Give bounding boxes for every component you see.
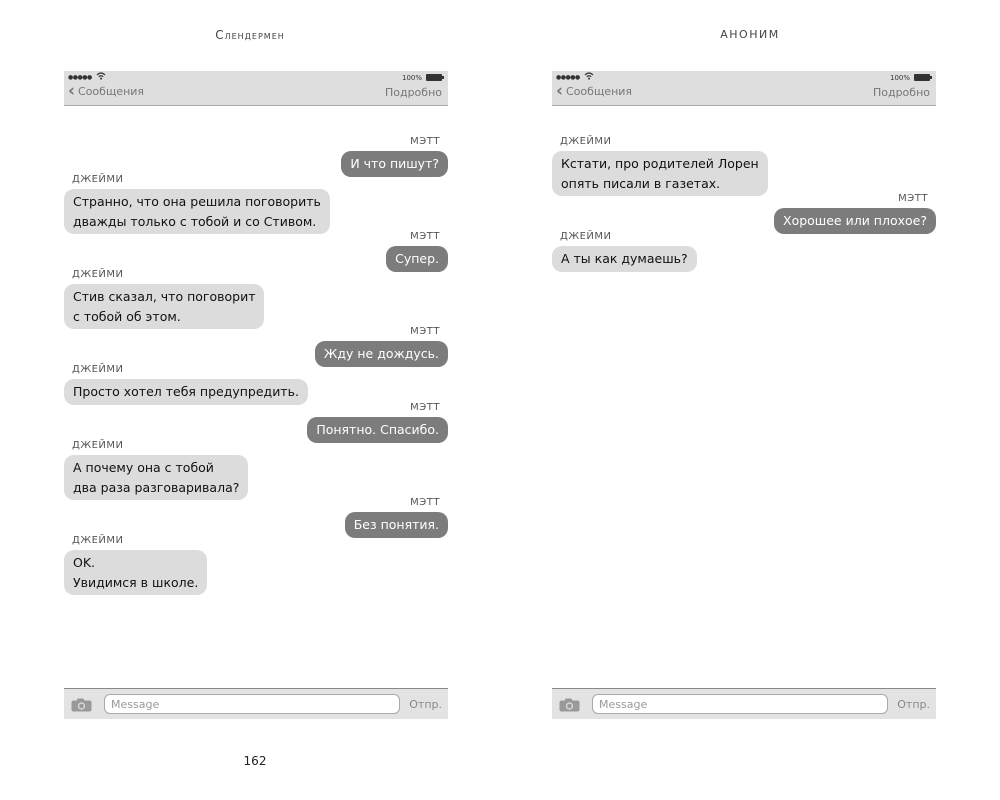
- message-bubble: Хорошее или плохое?: [774, 208, 936, 234]
- battery-icon: [914, 74, 930, 81]
- message-outgoing: [774, 193, 936, 234]
- message-list: [64, 106, 448, 688]
- battery-icon: [426, 74, 442, 81]
- back-label: Сообщения: [566, 85, 633, 98]
- message-outgoing: [315, 326, 448, 367]
- status-nav-bar: [64, 71, 448, 106]
- battery-percent: 100%: [401, 74, 422, 82]
- wifi-icon: [584, 72, 594, 83]
- message-bubble: Просто хотел тебя предупредить.: [64, 379, 308, 405]
- phone-screen: [552, 71, 936, 719]
- message-bubble: А почему она с тобой два раза разговаривала?: [64, 455, 248, 500]
- running-head: АНОНИМ: [720, 28, 780, 41]
- message-incoming: [64, 174, 330, 234]
- chevron-left-icon: ‹: [556, 81, 564, 101]
- message-incoming: [64, 440, 248, 500]
- sender-label: МЭТТ: [410, 497, 440, 508]
- compose-bar: [552, 688, 936, 719]
- back-button[interactable]: [556, 81, 633, 101]
- back-button[interactable]: [68, 81, 145, 101]
- message-outgoing: [307, 402, 448, 443]
- page-number: 162: [243, 754, 267, 768]
- message-bubble: Жду не дождусь.: [315, 341, 448, 367]
- sender-label: ДЖЕЙМИ: [72, 174, 124, 185]
- signal-dots-icon: ●●●●●: [556, 74, 580, 81]
- send-button[interactable]: Отпр.: [409, 698, 442, 711]
- chevron-left-icon: ‹: [68, 81, 76, 101]
- sender-label: МЭТТ: [410, 231, 440, 242]
- sender-label: ДЖЕЙМИ: [72, 269, 124, 280]
- wifi-icon: [96, 72, 106, 83]
- message-bubble: Стив сказал, что поговорит с тобой об этом.: [64, 284, 264, 329]
- sender-label: ДЖЕЙМИ: [72, 364, 124, 375]
- sender-label: МЭТТ: [410, 136, 440, 147]
- message-bubble: Кстати, про родителей Лорен опять писали в газетах.: [552, 151, 768, 196]
- message-outgoing: [341, 136, 448, 177]
- camera-icon[interactable]: [559, 697, 580, 711]
- message-outgoing: [345, 497, 448, 538]
- running-head: Слендермен: [215, 28, 285, 42]
- sender-label: ДЖЕЙМИ: [72, 535, 124, 546]
- message-bubble: Супер.: [386, 246, 448, 272]
- battery-percent: 100%: [889, 74, 910, 82]
- details-button[interactable]: Подробно: [384, 86, 442, 99]
- message-bubble: Странно, что она решила поговорить дважды только с тобой и со Стивом.: [64, 189, 330, 234]
- sender-label: ДЖЕЙМИ: [560, 231, 612, 242]
- message-input[interactable]: [592, 694, 888, 714]
- compose-bar: [64, 688, 448, 719]
- sender-label: ДЖЕЙМИ: [72, 440, 124, 451]
- details-button[interactable]: Подробно: [872, 86, 930, 99]
- message-bubble: Без понятия.: [345, 512, 448, 538]
- message-incoming: [552, 231, 697, 272]
- message-outgoing: [386, 231, 448, 272]
- camera-icon[interactable]: [71, 697, 92, 711]
- right-page: [500, 0, 1000, 800]
- sender-label: МЭТТ: [410, 402, 440, 413]
- sender-label: МЭТТ: [410, 326, 440, 337]
- send-button[interactable]: Отпр.: [897, 698, 930, 711]
- message-incoming: [552, 136, 768, 196]
- message-bubble: И что пишут?: [341, 151, 448, 177]
- phone-screen: [64, 71, 448, 719]
- signal-dots-icon: ●●●●●: [68, 74, 92, 81]
- message-list: [552, 106, 936, 688]
- back-label: Сообщения: [78, 85, 145, 98]
- message-incoming: [64, 269, 264, 329]
- message-bubble: OK. Увидимся в школе.: [64, 550, 207, 595]
- sender-label: ДЖЕЙМИ: [560, 136, 612, 147]
- message-input[interactable]: [104, 694, 400, 714]
- message-incoming: [64, 364, 308, 405]
- message-bubble: Понятно. Спасибо.: [307, 417, 448, 443]
- status-nav-bar: [552, 71, 936, 106]
- sender-label: МЭТТ: [898, 193, 928, 204]
- message-bubble: А ты как думаешь?: [552, 246, 697, 272]
- message-incoming: [64, 535, 207, 595]
